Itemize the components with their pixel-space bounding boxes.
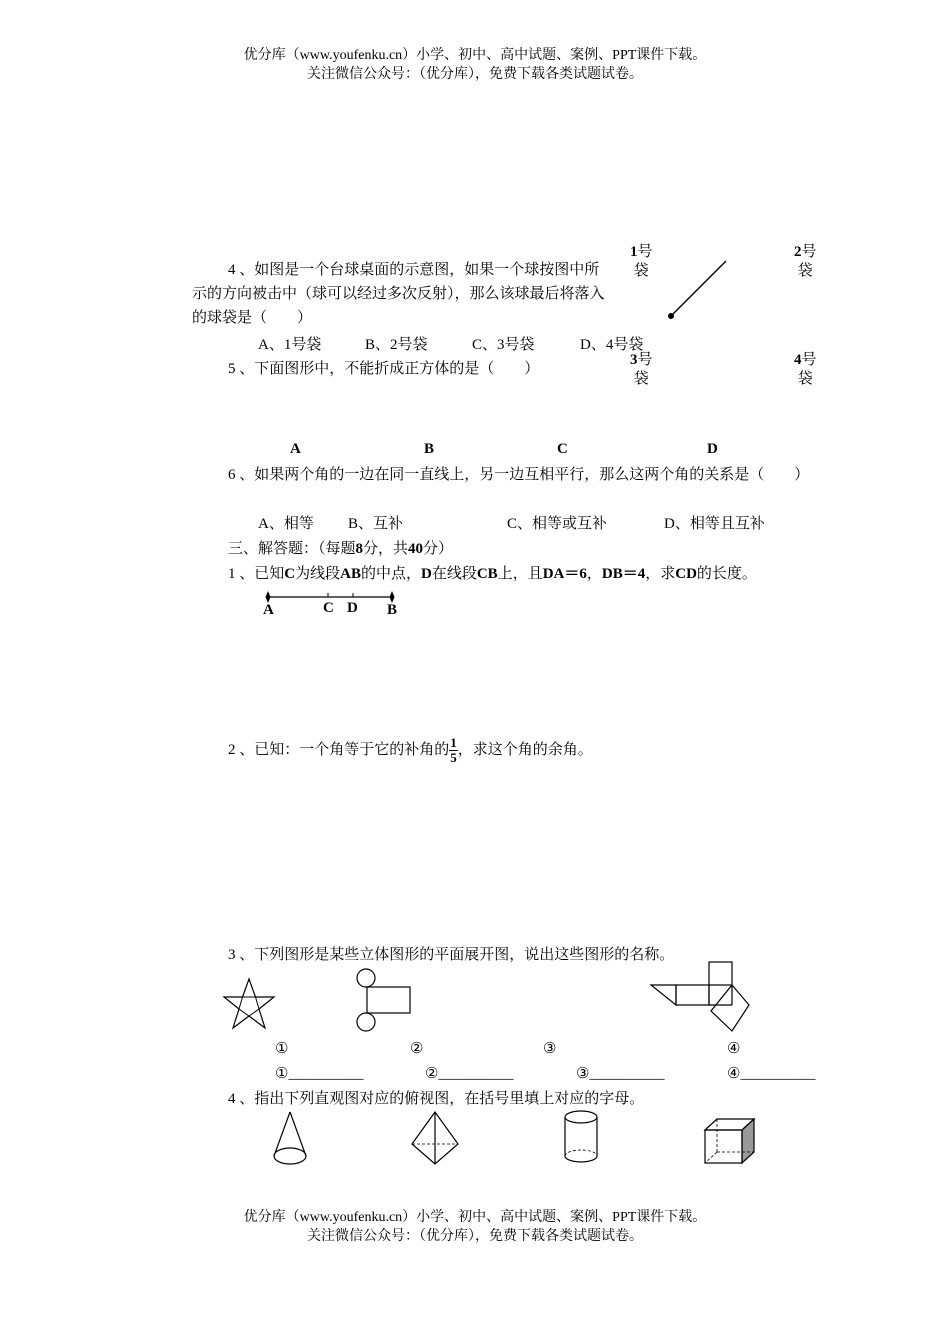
q6-text: 6 、如果两个角的一边在同一直线上，另一边互相平行，那么这两个角的关系是（ ） — [228, 467, 810, 483]
header-line-2: 关注微信公众号：（优分库），免费下载各类试题试卷。 — [307, 67, 643, 82]
p2-text: 2 、已知：一个角等于它的补角的 $\frac{1}{5}$ ，求这个角的余角。 — [228, 735, 593, 766]
q5-label-a[interactable]: A — [290, 441, 301, 457]
fraction-one-fifth: $\frac{1}{5}$ — [450, 735, 457, 766]
pocket-3: 3号 袋 — [630, 352, 653, 387]
point-c-label: C — [323, 600, 334, 616]
pocket-1: 1号 袋 — [630, 244, 653, 279]
q6-option-a[interactable]: A、相等 — [258, 516, 314, 532]
cube-figure — [702, 1116, 758, 1168]
q5-label-d[interactable]: D — [707, 441, 718, 457]
q6-option-d[interactable]: D、相等且互补 — [664, 516, 765, 532]
prism-net-figure — [648, 960, 754, 1036]
pyramid-figure — [408, 1110, 462, 1168]
section-3-title: 三、解答题：（每题8分，共40分） — [228, 541, 454, 557]
star-net-figure — [222, 976, 278, 1032]
point-d-label: D — [347, 600, 358, 616]
p3-answer-4[interactable]: ④__________ — [727, 1066, 816, 1082]
q4-option-c[interactable]: C、3号袋 — [472, 337, 535, 353]
p3-mark-1: ① — [275, 1041, 289, 1057]
pocket-4: 4号 袋 — [794, 352, 817, 387]
p3-answer-3[interactable]: ③__________ — [576, 1066, 665, 1082]
q5-label-b[interactable]: B — [424, 441, 435, 457]
p3-mark-3: ③ — [543, 1041, 557, 1057]
cone-figure — [270, 1110, 310, 1168]
cylinder-figure — [560, 1108, 604, 1168]
p3-text: 3 、下列图形是某些立体图形的平面展开图，说出这些图形的名称。 — [228, 947, 675, 963]
q4-option-b[interactable]: B、2号袋 — [365, 337, 428, 353]
p4-text: 4 、指出下列直观图对应的俯视图，在括号里填上对应的字母。 — [228, 1091, 645, 1107]
q6-option-b[interactable]: B、互补 — [348, 516, 404, 532]
q5-text: 5 、下面图形中，不能折成正方体的是（ ） — [228, 361, 540, 377]
p3-answer-2[interactable]: ②__________ — [425, 1066, 514, 1082]
q4-option-a[interactable]: A、1号袋 — [258, 337, 322, 353]
q4-option-d[interactable]: D、4号袋 — [580, 337, 644, 353]
footer-line-1: 优分库（www.youfenku.cn）小学、初中、高中试题、案例、PPT课件下载。 — [243, 1210, 707, 1225]
q4-text: 4 、如图是一个台球桌面的示意图，如果一个球按图中所示的方向被击中（球可以经过多次反射），那么该球最后将落入的球袋是（ ） — [192, 262, 605, 326]
cylinder-net-figure — [353, 967, 415, 1033]
point-a-label: A — [263, 602, 274, 618]
p3-mark-4: ④ — [727, 1041, 741, 1057]
p1-text: 1 、已知C为线段AB的中点，D在线段CB上，且DA＝6，DB＝4，求CD的长度。 — [228, 566, 757, 582]
p3-mark-2: ② — [410, 1041, 424, 1057]
q5-label-c[interactable]: C — [557, 441, 568, 457]
p3-answer-1[interactable]: ①__________ — [275, 1066, 364, 1082]
header-line-1: 优分库（www.youfenku.cn）小学、初中、高中试题、案例、PPT课件下载。 — [243, 48, 707, 63]
q6-option-c[interactable]: C、相等或互补 — [507, 516, 608, 532]
ball-direction-line — [660, 255, 740, 325]
point-b-label: B — [387, 602, 398, 618]
footer-line-2: 关注微信公众号：（优分库），免费下载各类试题试卷。 — [307, 1229, 643, 1244]
pocket-2: 2号 袋 — [794, 244, 817, 279]
